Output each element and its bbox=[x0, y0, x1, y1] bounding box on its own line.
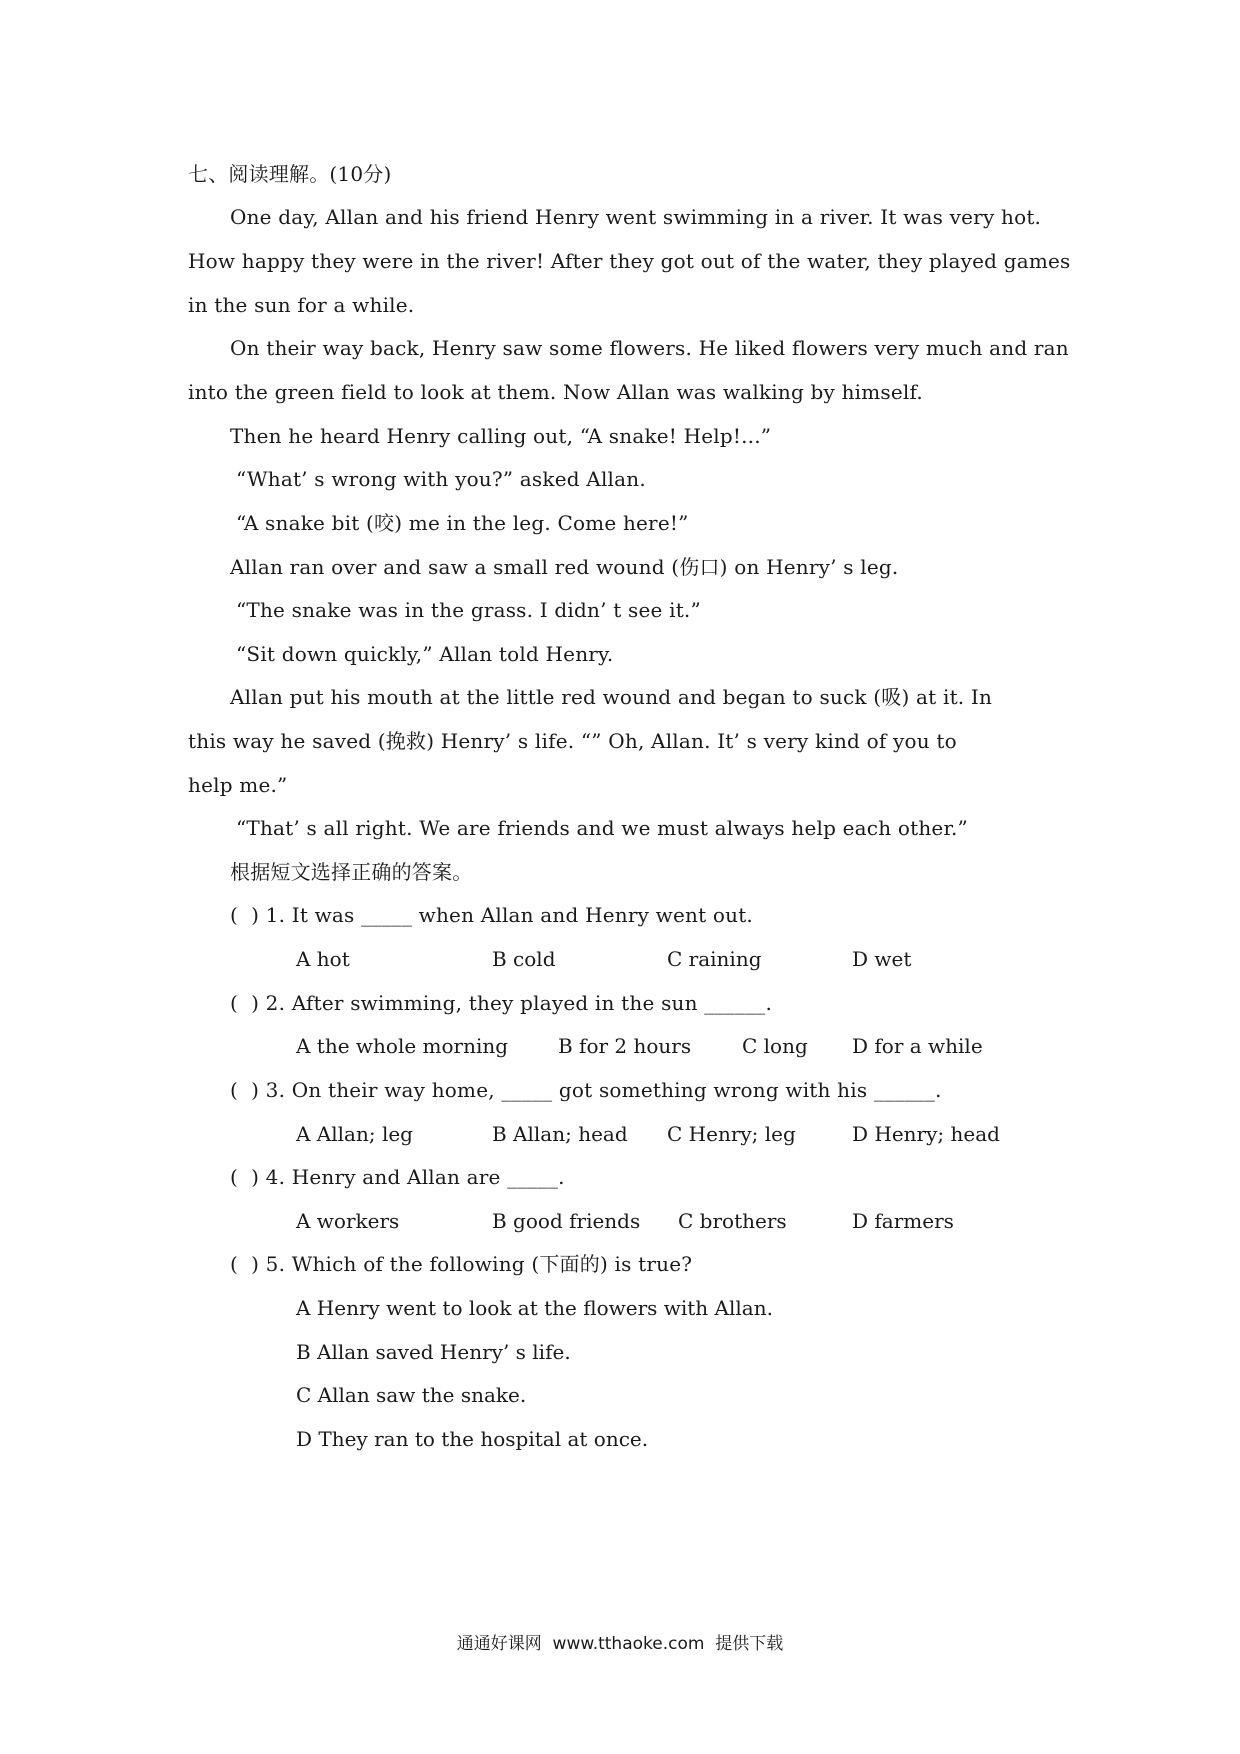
passage-line: “What’ s wrong with you?” asked Allan. bbox=[236, 467, 646, 491]
footer-credit: 通通好课网 www.tthaoke.com 提供下载 bbox=[456, 1634, 784, 1654]
passage-line: How happy they were in the river! After they got out of the water, they played games bbox=[188, 249, 1071, 273]
passage-line: into the green field to look at them. Now Allan was walking by himself. bbox=[188, 380, 923, 404]
answer-option: B good friends bbox=[492, 1209, 641, 1233]
passage-line: One day, Allan and his friend Henry went swimming in a river. It was very hot. bbox=[230, 205, 1042, 229]
question-stem: ( ) 5. Which of the following (下面的) is true? bbox=[230, 1252, 693, 1276]
answer-option: D wet bbox=[852, 947, 912, 971]
passage-line: Allan put his mouth at the little red wound and began to suck (吸) at it. In bbox=[230, 685, 993, 709]
answer-option: B Allan; head bbox=[492, 1122, 628, 1146]
answer-option: C Allan saw the snake. bbox=[296, 1383, 527, 1407]
passage-line: On their way back, Henry saw some flowers. He liked flowers very much and ran bbox=[230, 336, 1069, 360]
answer-option: D Henry; head bbox=[852, 1122, 1000, 1146]
answer-option: C brothers bbox=[678, 1209, 787, 1233]
passage-line: “The snake was in the grass. I didn’ t see it.” bbox=[236, 598, 701, 622]
answer-option: D They ran to the hospital at once. bbox=[296, 1427, 649, 1451]
passage-line: Then he heard Henry calling out, “A snake! Help!...” bbox=[230, 424, 772, 448]
question-stem: ( ) 2. After swimming, they played in the sun ______. bbox=[230, 991, 773, 1015]
question-stem: ( ) 1. It was _____ when Allan and Henry went out. bbox=[230, 903, 753, 927]
answer-option: C raining bbox=[667, 947, 762, 971]
passage-line: this way he saved (挽救) Henry’ s life. “” Oh, Allan. It’ s very kind of you to bbox=[188, 729, 957, 753]
answer-option: B for 2 hours bbox=[558, 1034, 692, 1058]
answer-option: A Henry went to look at the flowers with Allan. bbox=[296, 1296, 773, 1320]
answer-option: A Allan; leg bbox=[296, 1122, 413, 1146]
section-title: 七、阅读理解。(10分) bbox=[188, 162, 392, 186]
question-stem: ( ) 4. Henry and Allan are _____. bbox=[230, 1165, 565, 1189]
answer-option: C long bbox=[742, 1034, 808, 1058]
answer-option: C Henry; leg bbox=[667, 1122, 796, 1146]
passage-line: Allan ran over and saw a small red wound (伤口) on Henry’ s leg. bbox=[230, 555, 899, 579]
answer-option: B cold bbox=[492, 947, 556, 971]
question-stem: ( ) 3. On their way home, _____ got something wrong with his ______. bbox=[230, 1078, 942, 1102]
answer-option: A hot bbox=[296, 947, 350, 971]
passage-line: “Sit down quickly,” Allan told Henry. bbox=[236, 642, 614, 666]
passage-line: “That’ s all right. We are friends and we must always help each other.” bbox=[236, 816, 968, 840]
passage-line: help me.” bbox=[188, 773, 288, 797]
answer-option: D farmers bbox=[852, 1209, 954, 1233]
instruction: 根据短文选择正确的答案。 bbox=[230, 860, 473, 884]
answer-option: A the whole morning bbox=[296, 1034, 509, 1058]
answer-option: D for a while bbox=[852, 1034, 983, 1058]
passage-line: in the sun for a while. bbox=[188, 293, 415, 317]
answer-option: A workers bbox=[296, 1209, 400, 1233]
passage-line: “A snake bit (咬) me in the leg. Come here!” bbox=[236, 511, 689, 535]
answer-option: B Allan saved Henry’ s life. bbox=[296, 1340, 571, 1364]
